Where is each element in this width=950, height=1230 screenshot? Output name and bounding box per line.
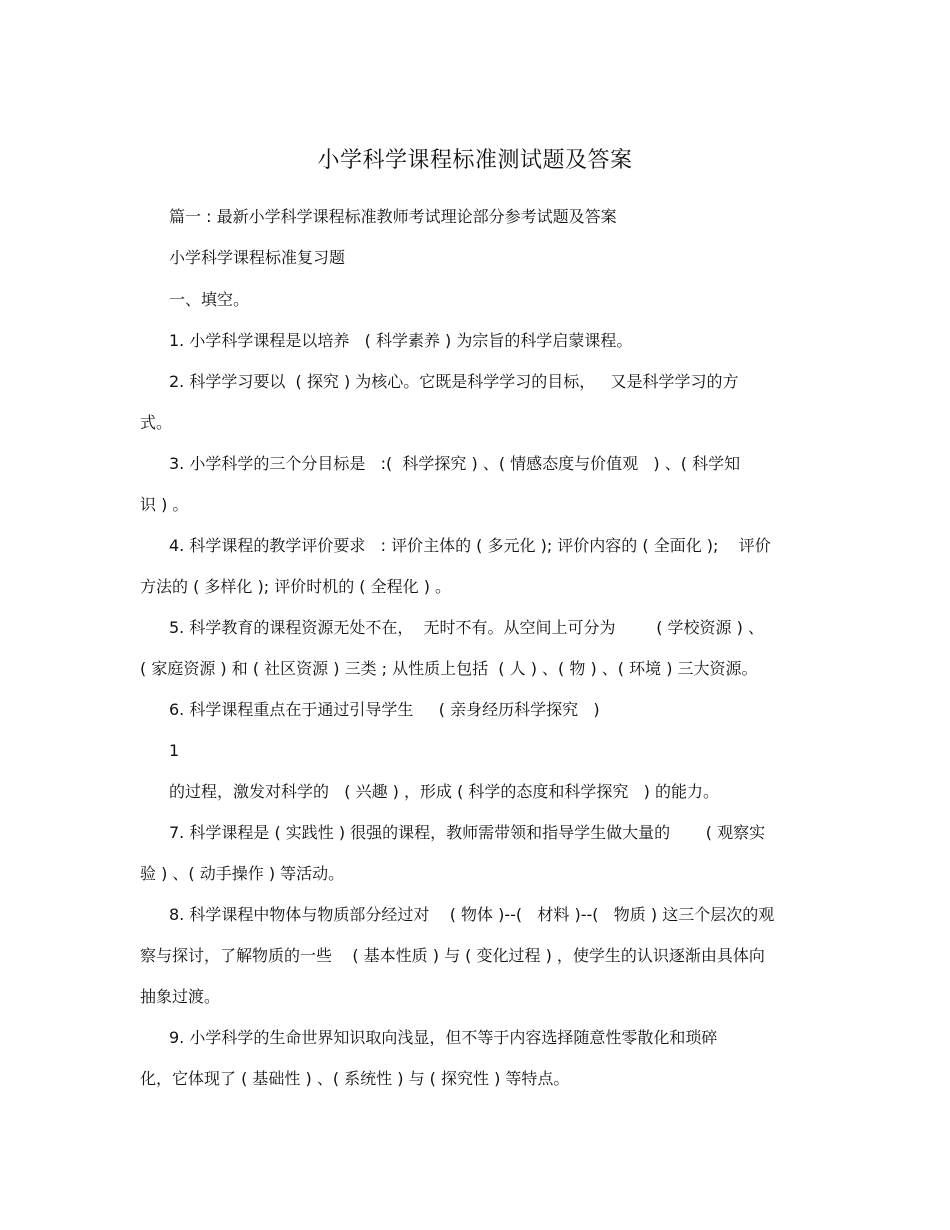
question-8-cont-2: 抽象过渡。 <box>140 987 221 1006</box>
subsection-heading: 小学科学课程标准复习题 <box>169 248 346 267</box>
section-heading: 篇一 : 最新小学科学课程标准教师考试理论部分参考试题及答案 <box>169 207 617 226</box>
question-8-cont: 察与探讨，了解物质的一些 ( 基本性质 ) 与 ( 变化过程 ) ，使学生的认识逐渐由具体向 <box>140 946 765 965</box>
question-3-cont: 识 ) 。 <box>140 495 189 514</box>
question-6: 6. 科学课程重点在于通过引导学生 ( 亲身经历科学探究 ) <box>169 700 600 719</box>
question-4-cont: 方法的 ( 多样化 ); 评价时机的 ( 全程化 ) 。 <box>140 577 452 596</box>
page-number: 1 <box>169 741 180 760</box>
question-9-cont: 化，它体现了 ( 基础性 ) 、( 系统性 ) 与 ( 探究性 ) 等特点。 <box>140 1069 570 1088</box>
question-2: 2. 科学学习要以 ( 探究 ) 为核心。它既是科学学习的目标， 又是科学学习的方 <box>169 372 739 391</box>
question-6-cont: 的过程，激发对科学的 ( 兴趣 ) ，形成 ( 科学的态度和科学探究 ) 的能力。 <box>169 782 720 801</box>
document-title: 小学科学课程标准测试题及答案 <box>317 148 633 173</box>
question-2-cont: 式。 <box>140 413 173 432</box>
question-8: 8. 科学课程中物体与物质部分经过对 ( 物体 )--( 材料 )--( 物质 ) 这三个层次的观 <box>169 905 775 924</box>
question-3: 3. 小学科学的三个分目标是 :( 科学探究 ) 、( 情感态度与价值观 ) 、( 科学知 <box>169 454 741 473</box>
question-group-heading: 一、填空。 <box>169 290 250 309</box>
question-4: 4. 科学课程的教学评价要求 : 评价主体的 ( 多元化 ); 评价内容的 ( 全面化 ); 评价 <box>169 536 771 555</box>
question-7-cont: 验 ) 、( 动手操作 ) 等活动。 <box>140 864 345 883</box>
question-5-cont: ( 家庭资源 ) 和 ( 社区资源 ) 三类 ; 从性质上包括 ( 人 ) 、( 物 ) 、( 环境 ) 三大资源。 <box>140 659 758 678</box>
question-5: 5. 科学教育的课程资源无处不在， 无时不有。从空间上可分为 ( 学校资源 ) 、 <box>169 618 764 637</box>
question-1: 1. 小学科学课程是以培养 ( 科学素养 ) 为宗旨的科学启蒙课程。 <box>169 331 633 350</box>
question-9: 9. 小学科学的生命世界知识取向浅显，但不等于内容选择随意性零散化和琐碎 <box>169 1028 718 1047</box>
question-7: 7. 科学课程是 ( 实践性 ) 很强的课程，教师需带领和指导学生做大量的 ( 观察实 <box>169 823 766 842</box>
